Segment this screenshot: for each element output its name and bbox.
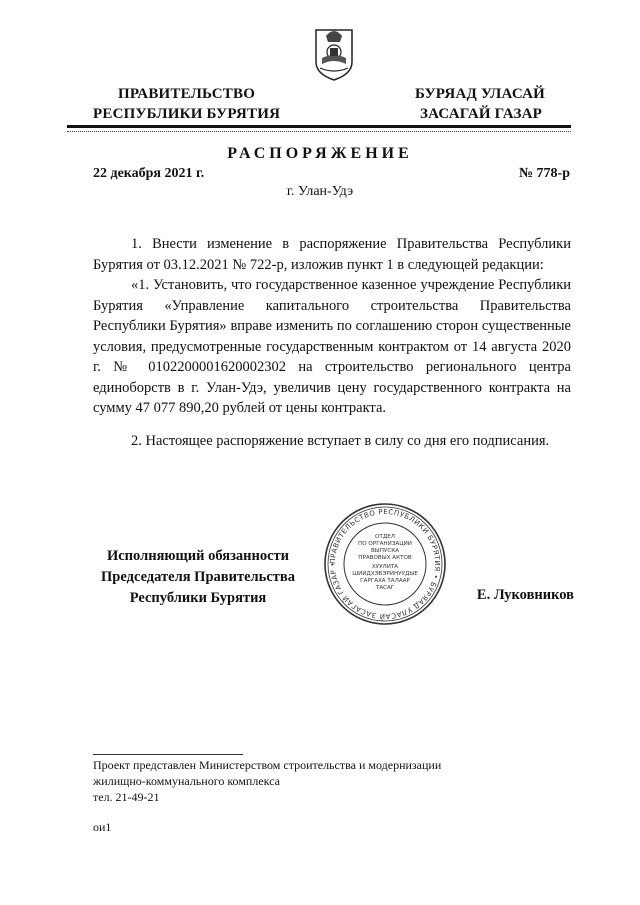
document-date: 22 декабря 2021 г. xyxy=(93,166,205,181)
svg-text:ОТДЕЛ: ОТДЕЛ xyxy=(375,534,395,540)
svg-text:ТАСАГ: ТАСАГ xyxy=(375,585,395,591)
svg-text:ПРАВОВЫХ АКТОВ: ПРАВОВЫХ АКТОВ xyxy=(358,555,412,561)
signer-title-line2: Председателя Правительства xyxy=(101,569,295,585)
svg-text:ВЫПУСКА: ВЫПУСКА xyxy=(370,548,400,554)
footer-phone: тел. 21-49-21 xyxy=(93,790,160,804)
republic-emblem-icon xyxy=(312,22,356,82)
signer-title-line3: Республики Бурятия xyxy=(129,590,267,606)
footer-line2: жилищно-коммунального комплекса xyxy=(93,774,280,788)
body-paragraph-1: 1. Внести изменение в распоряжение Правительства Республики Бурятия от 03.12.2021 № 722-р, изложив пункт 1 в следующей редакции: xyxy=(93,236,571,273)
header-left-line1: ПРАВИТЕЛЬСТВО xyxy=(118,86,256,102)
document-number: № 778-р xyxy=(518,166,570,181)
document-city: г. Улан-Удэ xyxy=(286,184,354,199)
header-left-line2: РЕСПУБЛИКИ БУРЯТИЯ xyxy=(93,106,281,122)
svg-text:ПО ОРГАНИЗАЦИИ: ПО ОРГАНИЗАЦИИ xyxy=(358,541,412,547)
footer-note xyxy=(93,757,513,805)
signer-name: Е. Луковников xyxy=(476,587,574,603)
svg-text:ХУУЛИТА: ХУУЛИТА xyxy=(371,564,399,570)
document-title: РАСПОРЯЖЕНИЕ xyxy=(227,145,413,162)
signer-title xyxy=(93,546,303,609)
svg-text:ШИИДХЭБЭРИНУУДЫЕ: ШИИДХЭБЭРИНУУДЫЕ xyxy=(352,571,418,577)
header-divider xyxy=(67,125,571,128)
signer-title-line1: Исполняющий обязанности xyxy=(106,548,290,564)
header-right-line1: БУРЯАД УЛАСАЙ xyxy=(415,86,546,102)
footer-divider xyxy=(93,754,243,755)
official-stamp xyxy=(322,502,448,626)
header-divider-dotted xyxy=(67,131,571,132)
body-paragraph-2: «1. Установить, что государственное казенное учреждение Республики Бурятия «Управление капитального строительства Правительства Республики Бурятия» вправе изменить по соглашению сторон существенные условия, предусмотренные государственным контрактом от 14 августа 2020 г. № 0102200001620002302 на строительство регионального центра единоборств в г. Улан-Удэ, увеличив цену государственного контракта на сумму 47 077 890,20 рублей от цены контракта. xyxy=(93,277,571,416)
body-paragraph-3: 2. Настоящее распоряжение вступает в силу со дня его подписания. xyxy=(131,433,550,449)
header-right-line2: ЗАСАГАЙ ГАЗАР xyxy=(420,106,542,122)
footer-line1: Проект представлен Министерством строительства и модернизации xyxy=(93,758,442,772)
footer-code: ои1 xyxy=(93,820,112,834)
svg-text:ГАРГАХА ТАЛААР: ГАРГАХА ТАЛААР xyxy=(360,578,410,584)
svg-text:ПРАВИТЕЛЬСТВО РЕСПУБЛИКИ БУРЯТ: ПРАВИТЕЛЬСТВО РЕСПУБЛИКИ БУРЯТИЯ • БУРЯАД УЛАСАЙ ЗАСАГАЙ ГАЗАР • xyxy=(328,507,442,621)
